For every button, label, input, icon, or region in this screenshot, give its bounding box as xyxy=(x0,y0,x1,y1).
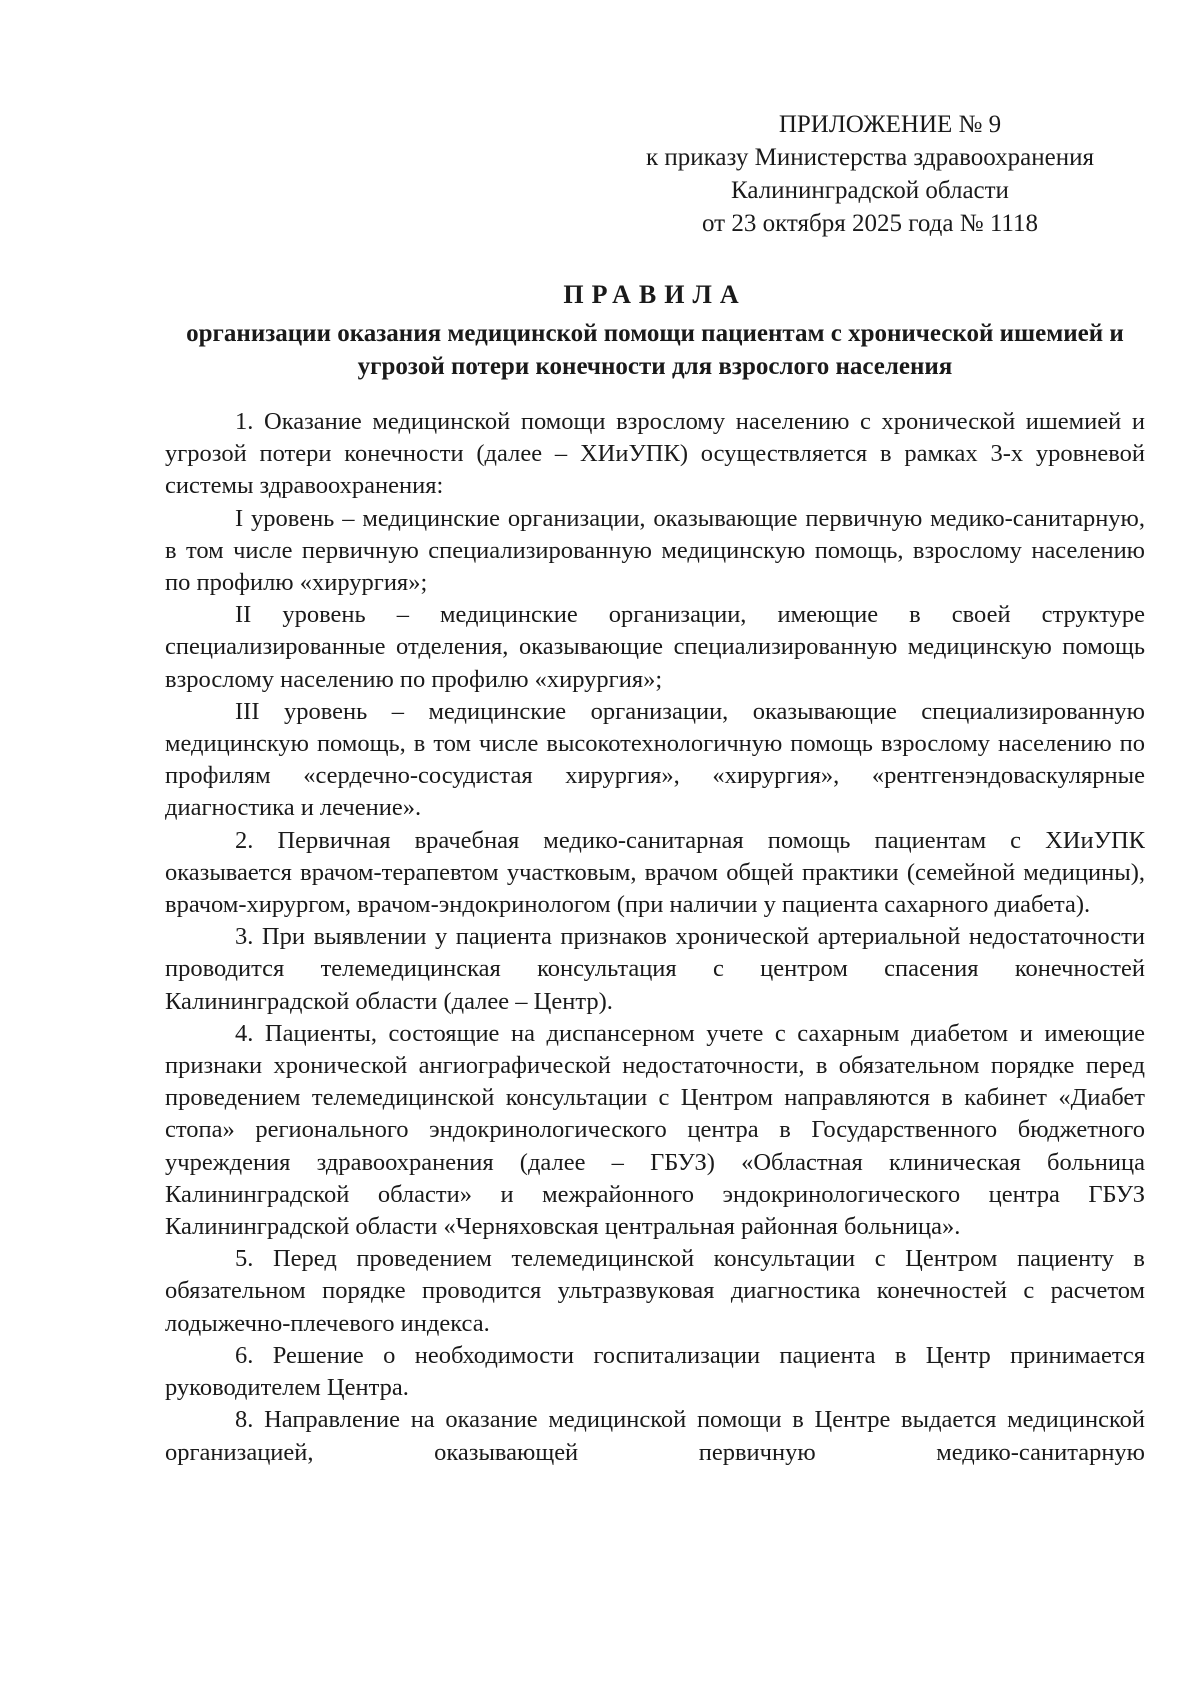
paragraph-level-3: III уровень – медицинские организации, оказывающие специализированную медицинскую помощь, в том числе высокотехнологичную помощь взрослому населению по профилям «сердечно-сосудистая хирургия», «хирургия», «рентгенэндоваскулярные диагностика и лечение». xyxy=(165,697,1145,822)
paragraph-4: 4. Пациенты, состоящие на диспансерном учете с сахарным диабетом и имеющие признаки хронической ангиографической недостаточности, в обязательном порядке перед проведением телемедицинской консультации с Центром направляются в кабинет «Диабет стопа» регионального эндокринологического центра в Государственного бюджетного учреждения здравоохранения (далее – ГБУЗ) «Областная клиническая больница Калининградской области» и межрайонного эндокринологического центра ГБУЗ Калининградской области «Черняховская центральная районная больница». xyxy=(165,1019,1145,1241)
document-body xyxy=(165,406,1145,1469)
paragraph-6: 6. Решение о необходимости госпитализации пациента в Центр принимается руководителем Центра. xyxy=(165,1341,1145,1402)
appendix-header xyxy=(620,108,1120,240)
title-main: ПРАВИЛА xyxy=(563,280,747,309)
paragraph-3: 3. При выявлении у пациента признаков хронической артериальной недостаточности проводится телемедицинская консультация с центром спасения конечностей Калининградской области (далее – Центр). xyxy=(165,923,1145,1015)
paragraph-1: 1. Оказание медицинской помощи взрослому населению с хронической ишемией и угрозой потери конечности (далее – ХИиУПК) осуществляется в рамках 3-х уровневой системы здравоохранения: xyxy=(165,408,1145,500)
paragraph-5: 5. Перед проведением телемедицинской консультации с Центром пациенту в обязательном порядке проводится ультразвуковая диагностика конечностей с расчетом лодыжечно-плечевого индекса. xyxy=(165,1245,1145,1337)
paragraph-level-1: I уровень – медицинские организации, оказывающие первичную медико-санитарную, в том числе первичную специализированную медицинскую помощь, взрослому населению по профилю «хирургия»; xyxy=(165,504,1145,597)
paragraph-level-2: II уровень – медицинские организации, имеющие в своей структуре специализированные отделения, оказывающие специализированную медицинскую помощь взрослому населению по профилю «хирургия»; xyxy=(165,601,1145,693)
paragraph-2: 2. Первичная врачебная медико-санитарная помощь пациентам с ХИиУПК оказывается врачом-терапевтом участковым, врачом общей практики (семейной медицины), врачом-хирургом, врачом-эндокринологом (при наличии у пациента сахарного диабета). xyxy=(165,826,1145,919)
order-date: от 23 октября 2025 года № 1118 xyxy=(702,210,1038,237)
document-title xyxy=(165,278,1145,383)
title-subtitle: организации оказания медицинской помощи пациентам с хронической ишемией и угрозой потери конечности для взрослого населения xyxy=(186,320,1124,380)
region-name: Калининградской области xyxy=(731,177,1009,204)
appendix-number: ПРИЛОЖЕНИЕ № 9 xyxy=(778,111,1002,138)
paragraph-8: 8. Направление на оказание медицинской помощи в Центре выдается медицинской организацией, оказывающей первичную медико-санитарную xyxy=(165,1406,1145,1466)
order-reference: к приказу Министерства здравоохранения xyxy=(645,144,1095,171)
